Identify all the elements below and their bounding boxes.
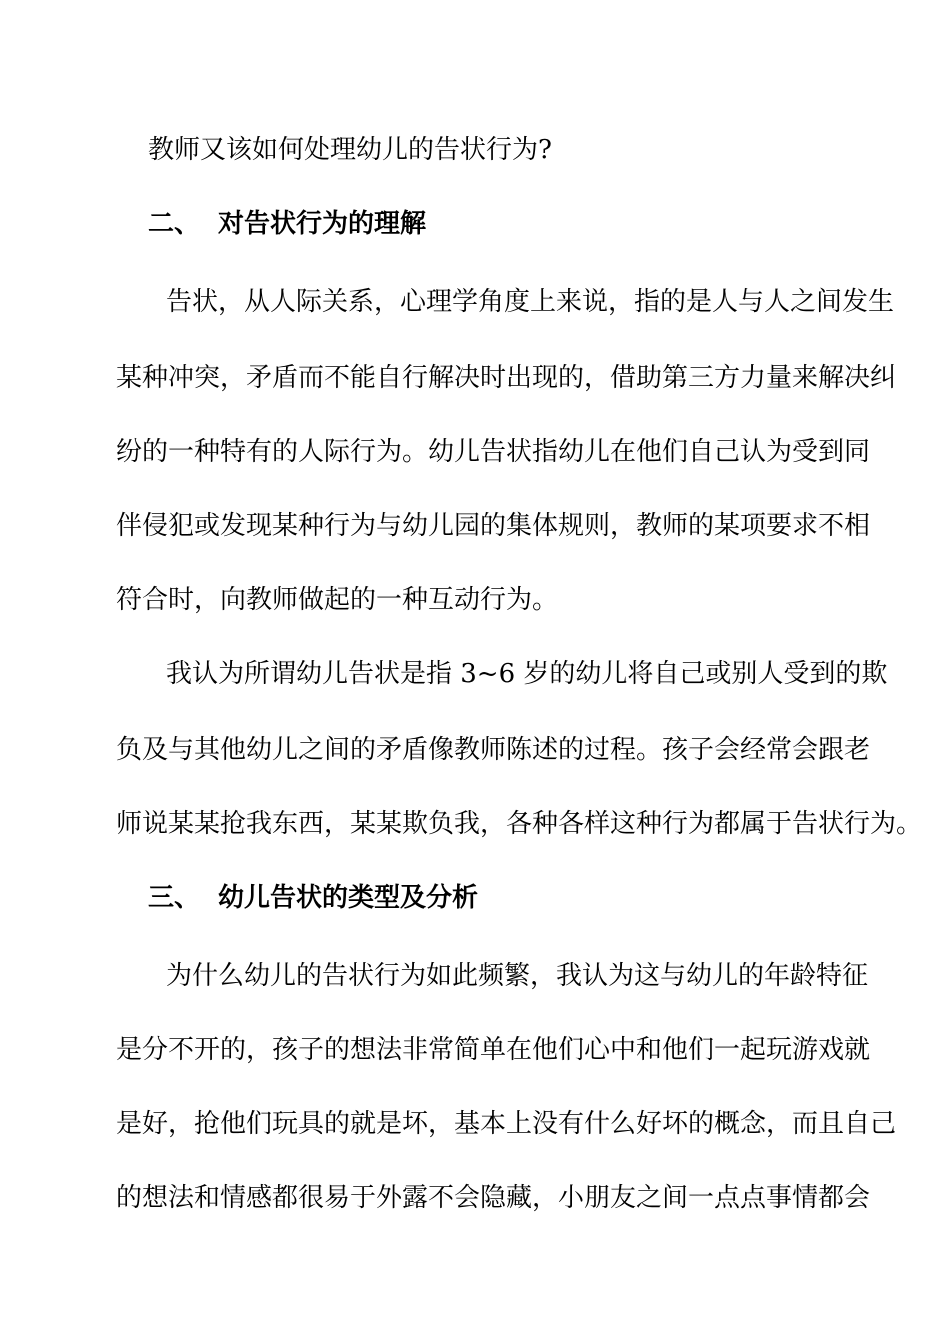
section-heading-3: [148, 880, 478, 916]
paragraph-line: 伴侵犯或发现某种行为与幼儿园的集体规则，教师的某项要求不相: [116, 511, 871, 541]
question-line: 教师又该如何处理幼儿的告状行为?: [148, 135, 552, 165]
paragraph-line: 符合时，向教师做起的一种互动行为。: [116, 585, 559, 615]
section-number: 三、: [148, 883, 201, 913]
paragraph-line: 负及与其他幼儿之间的矛盾像教师陈述的过程。孩子会经常会跟老: [116, 735, 871, 765]
paragraph-line: 是分不开的，孩子的想法非常简单在他们心中和他们一起玩游戏就: [116, 1035, 871, 1065]
paragraph-line: 纷的一种特有的人际行为。幼儿告状指幼儿在他们自己认为受到同: [116, 437, 871, 467]
paragraph-line: 我认为所谓幼儿告状是指 3~6 岁的幼儿将自己或别人受到的欺: [166, 659, 888, 689]
paragraph-line: 的想法和情感都很易于外露不会隐藏，小朋友之间一点点事情都会: [116, 1183, 871, 1213]
section-title: 幼儿告状的类型及分析: [218, 883, 479, 913]
section-number: 二、: [148, 209, 201, 239]
paragraph-line: 师说某某抢我东西，某某欺负我，各种各样这种行为都属于告状行为。: [116, 809, 923, 839]
section-title: 对告状行为的理解: [218, 209, 427, 239]
paragraph-line: 某种冲突，矛盾而不能自行解决时出现的，借助第三方力量来解决纠: [116, 363, 897, 393]
paragraph-line: 为什么幼儿的告状行为如此频繁，我认为这与幼儿的年龄特征: [166, 961, 869, 991]
paragraph-line: 是好，抢他们玩具的就是坏，基本上没有什么好坏的概念，而且自己: [116, 1109, 897, 1139]
paragraph-line: 告状，从人际关系，心理学角度上来说，指的是人与人之间发生: [166, 287, 895, 317]
section-heading-2: [148, 206, 426, 242]
